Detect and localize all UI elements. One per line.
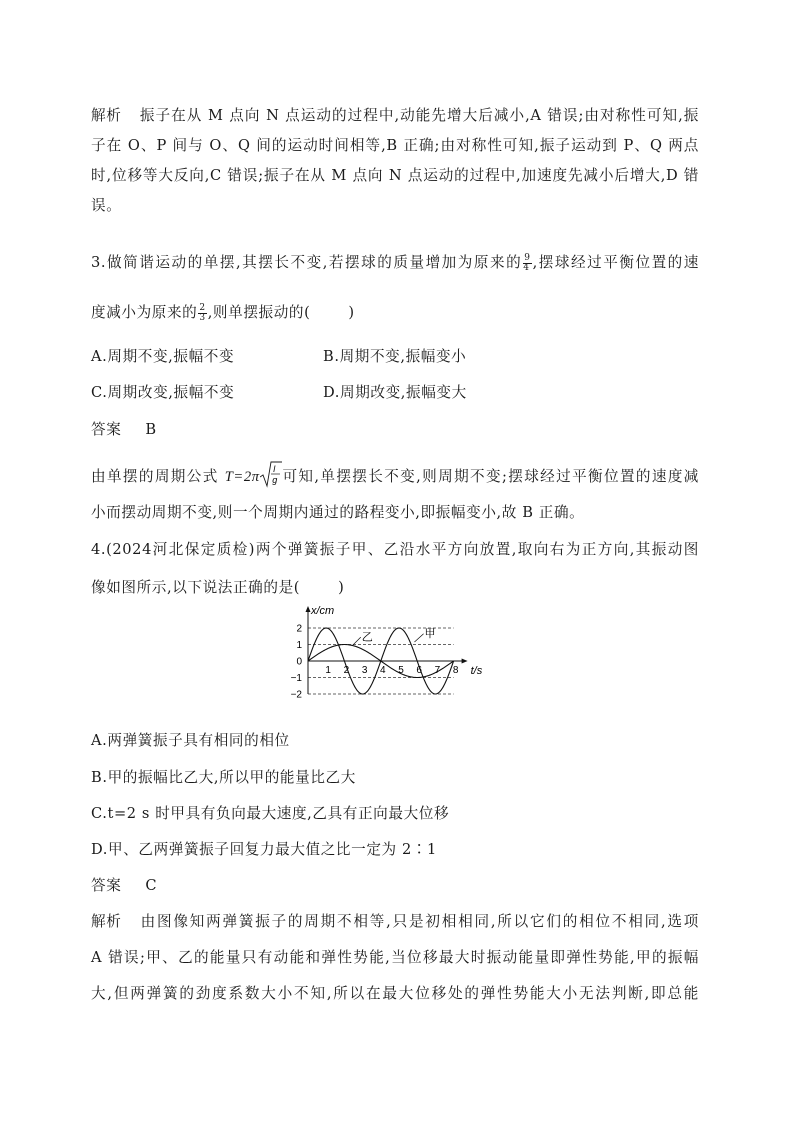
q4-option-c: C.t=2 s 时甲具有负向最大速度,乙具有正向最大位移 <box>91 805 450 822</box>
sqrt-l-over-g <box>260 460 282 494</box>
x-axis-label: t/s <box>470 665 483 677</box>
fraction-2-3: $\frac{2}{3}$ <box>199 302 206 323</box>
y-tick-label: −1 <box>290 673 302 684</box>
y-axis-arrow <box>306 606 311 612</box>
q3-option-c: C.周期改变,振幅不变 <box>91 384 235 401</box>
x-tick-label: 6 <box>416 665 422 676</box>
answer-label: 答案 <box>91 877 122 894</box>
explanation-text: 可知,单摆摆长不变,则周期不变;摆球经过平衡位置的速度减 <box>281 468 700 485</box>
analysis-text: 由图像知两弹簧振子的周期不相等,只是初相相同,所以它们的相位不相同,选项 <box>139 913 699 930</box>
question4-line2 <box>91 578 699 598</box>
q4-answer <box>91 876 699 896</box>
analysis2-line3: 时,位移等大反向,C 错误;振子在从 M 点向 N 点运动的过程中,加速度先减小后增大,D 错 <box>91 167 699 184</box>
q3-explanation-line1 <box>91 460 699 494</box>
fraction-9-4: $\frac{9}{4}$ <box>523 252 531 273</box>
answer-value: C <box>145 877 158 894</box>
question3-line2 <box>91 303 699 323</box>
y-tick-label: 0 <box>296 656 302 668</box>
y-tick-label: 2 <box>296 623 302 635</box>
leader-line-yi <box>353 637 361 645</box>
analysis-label: 解析 <box>91 107 122 124</box>
answer-paren: ) <box>348 304 355 321</box>
sqrt-symbol <box>260 460 282 488</box>
x-tick-label: 4 <box>380 665 386 676</box>
q4-analysis-line2: A 错误;甲、乙的能量只有动能和弹性势能,当位移最大时振动能量即弹性势能,甲的振幅 <box>91 949 699 966</box>
q4-analysis-line1 <box>91 912 699 932</box>
vibration-graph <box>280 605 520 717</box>
series-label-jia: 甲 <box>424 628 436 641</box>
x-tick-label: 5 <box>398 665 404 676</box>
answer-paren: ) <box>338 579 345 596</box>
period-formula: T=2π <box>224 469 260 485</box>
question3-text: ,摆球经过平衡位置的速 <box>532 254 699 271</box>
x-tick-label: 1 <box>325 665 331 676</box>
analysis-label: 解析 <box>91 913 122 930</box>
x-tick-label: 3 <box>361 665 368 676</box>
series-label-yi: 乙 <box>361 631 373 644</box>
q3-explanation-line2: 小而摆动周期不变,则一个周期内通过的路程变小,即振幅变小,故 B 正确。 <box>91 504 585 521</box>
analysis2-line2: 子在 O、P 间与 O、Q 间的运动时间相等,B 正确;由对称性可知,振子运动到 P、Q 两点 <box>91 137 699 154</box>
analysis2-line1 <box>91 106 699 126</box>
q4-analysis-line3: 大,但两弹簧的劲度系数大小不知,所以在最大位移处的弹性势能大小无法判断,即总能 <box>91 985 699 1002</box>
x-tick-label: 2 <box>343 665 350 676</box>
question3-text: 3.做简谐运动的单摆,其摆长不变,若摆球的质量增加为原来的 <box>91 254 523 271</box>
question3-line1 <box>91 253 699 273</box>
formula-numerator: l <box>272 464 276 474</box>
x-tick-label: 7 <box>434 665 441 676</box>
x-axis-arrow <box>462 659 468 664</box>
axes <box>306 606 468 694</box>
q4-option-a: A.两弹簧振子具有相同的相位 <box>91 732 290 749</box>
leader-line-jia <box>414 634 423 642</box>
question4-line1: 4.(2024河北保定质检)两个弹簧振子甲、乙沿水平方向放置,取向右为正方向,其振动图 <box>91 541 699 558</box>
answer-value: B <box>145 421 157 438</box>
question4-text: 像如图所示,以下说法正确的是( <box>91 579 301 596</box>
q4-option-d: D.甲、乙两弹簧振子回复力最大值之比一定为 2∶1 <box>91 841 437 858</box>
y-tick-label: −2 <box>290 689 302 701</box>
q4-option-b: B.甲的振幅比乙大,所以甲的能量比乙大 <box>91 769 356 786</box>
question3-text: 度减小为原来的 <box>91 304 198 321</box>
x-tick-label: 8 <box>452 665 459 676</box>
question3-text: ,则单摆振动的( <box>207 304 311 321</box>
q3-option-b: B.周期不变,振幅变小 <box>323 348 467 365</box>
analysis-text: 振子在从 M 点向 N 点运动的过程中,动能先增大后减小,A 错误;由对称性可知,振 <box>139 107 699 124</box>
y-axis-label: x/cm <box>311 605 335 617</box>
q3-answer <box>91 420 699 440</box>
y-tick-label: 1 <box>296 640 302 651</box>
q3-option-d: D.周期改变,振幅变大 <box>323 384 467 401</box>
formula-denominator: g <box>271 475 278 485</box>
q3-option-a: A.周期不变,振幅不变 <box>91 348 235 365</box>
explanation-text: 由单摆的周期公式 <box>91 468 225 485</box>
answer-label: 答案 <box>91 421 122 438</box>
analysis2-line4: 误。 <box>91 197 122 214</box>
